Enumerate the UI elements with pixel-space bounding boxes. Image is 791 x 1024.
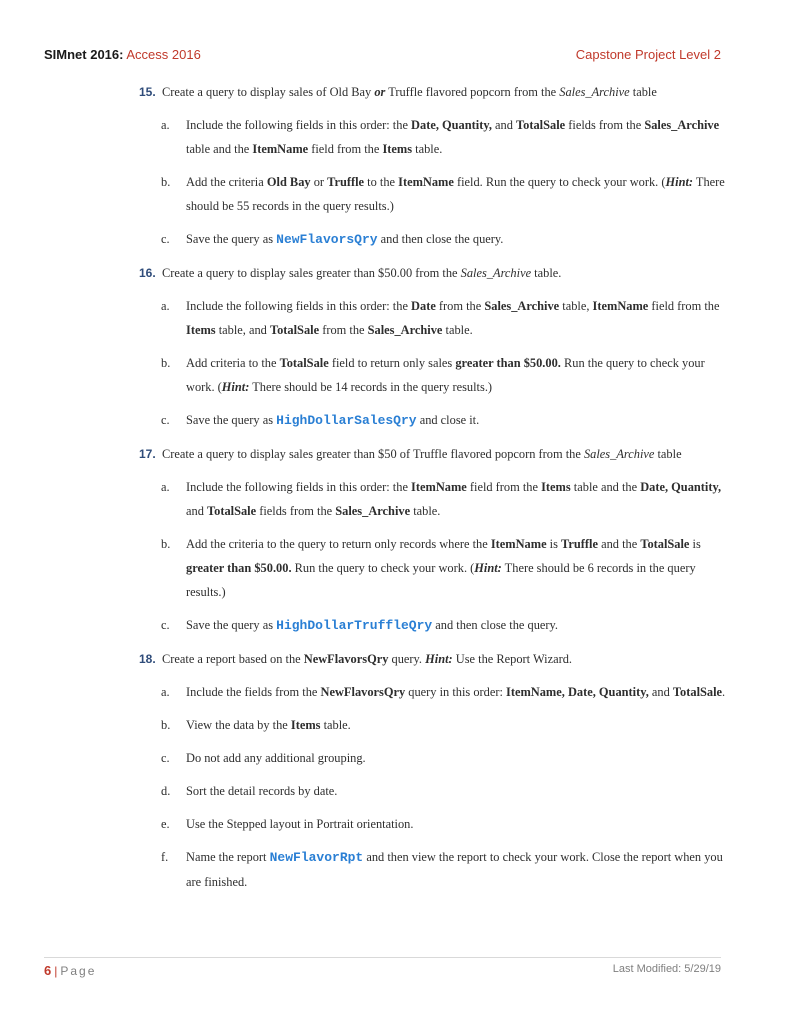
- bold-text: Sales_Archive: [367, 323, 443, 337]
- text: query in this order:: [405, 685, 507, 699]
- step-18a: [139, 680, 729, 704]
- step-15b: [139, 170, 729, 218]
- text: There should be 55 records in the query results.): [186, 175, 725, 213]
- object-name-code: HighDollarSalesQry: [276, 413, 417, 428]
- text: Run the query to check your work. (: [186, 356, 705, 394]
- page-number-block: [44, 963, 96, 978]
- bold-text: ItemName: [592, 299, 649, 313]
- table-name: Sales_Archive: [559, 85, 630, 99]
- step-17a: [139, 475, 729, 523]
- bold-text: TotalSale: [269, 323, 320, 337]
- step-text: Truffle flavored popcorn from the: [385, 85, 560, 99]
- text: and then view the report to check your work. Close the report when you are finished.: [186, 850, 723, 889]
- step-18c: [139, 746, 729, 770]
- step-number: 18.: [139, 652, 156, 666]
- step-number: 15.: [139, 85, 156, 99]
- text: table.: [412, 142, 443, 156]
- bold-text: Old Bay: [266, 175, 311, 189]
- header-app-name: Access 2016: [126, 47, 201, 62]
- text: field from the: [308, 142, 383, 156]
- sub-letter: b.: [161, 356, 171, 370]
- step-text-emph: NewFlavorsQry: [303, 652, 389, 666]
- step-17: [139, 442, 729, 466]
- bold-text: Items: [541, 480, 571, 494]
- page-separator: |: [54, 964, 58, 978]
- text: or: [310, 175, 328, 189]
- bold-text: ItemName: [411, 480, 467, 494]
- page-label: Page: [60, 964, 97, 978]
- hint-label: Hint:: [425, 652, 453, 666]
- step-16a: [139, 294, 729, 342]
- sub-letter: f.: [161, 850, 169, 864]
- step-number: 16.: [139, 266, 156, 280]
- sub-letter: c.: [161, 232, 170, 246]
- bold-text: Truffle: [327, 175, 365, 189]
- sub-letter: d.: [161, 784, 171, 798]
- bold-text: TotalSale: [640, 537, 690, 551]
- step-18f: [139, 845, 729, 894]
- step-16: [139, 261, 729, 285]
- bold-text: NewFlavorsQry: [320, 685, 406, 699]
- text: There should be 14 records in the query results.): [249, 380, 493, 394]
- step-16b: [139, 351, 729, 399]
- text: field from the: [648, 299, 720, 313]
- text: Add criteria to the: [186, 356, 280, 370]
- step-18b: [139, 713, 729, 737]
- text: and: [491, 118, 517, 132]
- text: Save the query as: [186, 618, 277, 632]
- page-header: [44, 47, 721, 67]
- bold-text: ItemName: [490, 537, 547, 551]
- text: Add the criteria: [186, 175, 267, 189]
- step-18e: [139, 812, 729, 836]
- text: Include the following fields in this order: the: [186, 480, 412, 494]
- text: table, and: [215, 323, 270, 337]
- text: table.: [442, 323, 473, 337]
- bold-text: Sales_Archive: [644, 118, 720, 132]
- text: Name the report: [186, 850, 270, 864]
- step-text-emph: or: [374, 85, 386, 99]
- sub-letter: c.: [161, 618, 170, 632]
- text: Save the query as: [186, 413, 277, 427]
- text: .: [722, 685, 726, 699]
- step-15c: [139, 227, 729, 252]
- object-name-code: NewFlavorsQry: [276, 232, 378, 247]
- bold-text: TotalSale: [207, 504, 257, 518]
- page-footer: [44, 963, 721, 981]
- bold-text: ItemName: [252, 142, 309, 156]
- text: is: [546, 537, 562, 551]
- bold-text: Date, Quantity,: [411, 118, 492, 132]
- header-project-title: Capstone Project Level 2: [575, 47, 721, 62]
- text: to the: [364, 175, 399, 189]
- sub-letter: b.: [161, 537, 171, 551]
- text: and then close the query.: [432, 618, 558, 632]
- bold-text: TotalSale: [672, 685, 723, 699]
- header-product: [44, 47, 201, 62]
- bold-text: Date, Quantity,: [640, 480, 722, 494]
- sub-letter: b.: [161, 175, 171, 189]
- text: and: [648, 685, 673, 699]
- instructions-body: [139, 80, 729, 903]
- text: and the: [597, 537, 641, 551]
- step-text: table: [629, 85, 657, 99]
- bold-text: Items: [290, 718, 321, 732]
- step-text: Create a query to display sales greater than $50.00 from the: [162, 266, 461, 280]
- step-17c: [139, 613, 729, 638]
- text: Sort the detail records by date.: [186, 784, 338, 798]
- text: table.: [320, 718, 351, 732]
- bold-text: ItemName: [398, 175, 454, 189]
- object-name-code: NewFlavorRpt: [269, 850, 364, 865]
- text: Include the following fields in this order: the: [186, 299, 412, 313]
- text: field. Run the query to check your work. (: [453, 175, 666, 189]
- text: There should be 6 records in the query results.): [186, 561, 696, 599]
- text: Run the query to check your work. (: [291, 561, 475, 575]
- text: table,: [559, 299, 593, 313]
- text: from the: [319, 323, 368, 337]
- step-16c: [139, 408, 729, 433]
- text: Save the query as: [186, 232, 277, 246]
- footer-divider: [44, 957, 721, 958]
- step-text: Use the Report Wizard.: [452, 652, 573, 666]
- bold-text: greater than $50.00.: [186, 561, 292, 575]
- step-15a: [139, 113, 729, 161]
- text: and: [186, 504, 207, 518]
- sub-letter: a.: [161, 480, 170, 494]
- hint-label: Hint:: [221, 380, 250, 394]
- bold-text: TotalSale: [279, 356, 329, 370]
- sub-letter: b.: [161, 718, 171, 732]
- step-text: table: [654, 447, 682, 461]
- bold-text: ItemName, Date, Quantity,: [506, 685, 649, 699]
- text: field from the: [466, 480, 542, 494]
- sub-letter: e.: [161, 817, 170, 831]
- sub-letter: a.: [161, 118, 170, 132]
- bold-text: Sales_Archive: [484, 299, 560, 313]
- bold-text: Items: [382, 142, 413, 156]
- sub-letter: a.: [161, 685, 170, 699]
- text: Add the criteria to the query to return only records where the: [186, 537, 491, 551]
- bold-text: TotalSale: [516, 118, 566, 132]
- text: table.: [410, 504, 441, 518]
- text: Do not add any additional grouping.: [186, 751, 366, 765]
- text: fields from the: [565, 118, 645, 132]
- sub-letter: c.: [161, 751, 170, 765]
- sub-letter: a.: [161, 299, 170, 313]
- sub-letter: c.: [161, 413, 170, 427]
- step-17b: [139, 532, 729, 604]
- bold-text: Sales_Archive: [335, 504, 411, 518]
- step-text: Create a report based on the: [162, 652, 304, 666]
- text: field to return only sales: [328, 356, 456, 370]
- text: and then close the query.: [377, 232, 504, 246]
- hint-label: Hint:: [474, 561, 502, 575]
- page-number: 6: [44, 963, 52, 978]
- table-name: Sales_Archive: [583, 447, 655, 461]
- text: Use the Stepped layout in Portrait orientation.: [186, 817, 414, 831]
- step-18d: [139, 779, 729, 803]
- step-text: Create a query to display sales of Old Bay: [162, 85, 375, 99]
- text: table and the: [570, 480, 641, 494]
- text: View the data by the: [186, 718, 291, 732]
- object-name-code: HighDollarTruffleQry: [276, 618, 433, 633]
- last-modified: Last Modified: 5/29/19: [612, 963, 721, 975]
- step-15: [139, 80, 729, 104]
- text: fields from the: [256, 504, 336, 518]
- step-18: [139, 647, 729, 671]
- bold-text: Items: [186, 323, 216, 337]
- step-number: 17.: [139, 447, 156, 461]
- step-text: Create a query to display sales greater than $50 of Truffle flavored popcorn from the: [162, 447, 584, 461]
- text: Include the following fields in this order: the: [186, 118, 412, 132]
- text: from the: [435, 299, 485, 313]
- text: table and the: [186, 142, 253, 156]
- bold-text: greater than $50.00.: [455, 356, 561, 370]
- hint-label: Hint:: [665, 175, 694, 189]
- bold-text: Date: [411, 299, 436, 313]
- step-text: query.: [388, 652, 426, 666]
- bold-text: Truffle: [561, 537, 598, 551]
- text: Include the fields from the: [186, 685, 321, 699]
- text: and close it.: [416, 413, 480, 427]
- step-text: table.: [531, 266, 562, 280]
- header-product-name: SIMnet 2016:: [44, 47, 124, 62]
- table-name: Sales_Archive: [460, 266, 532, 280]
- text: is: [689, 537, 701, 551]
